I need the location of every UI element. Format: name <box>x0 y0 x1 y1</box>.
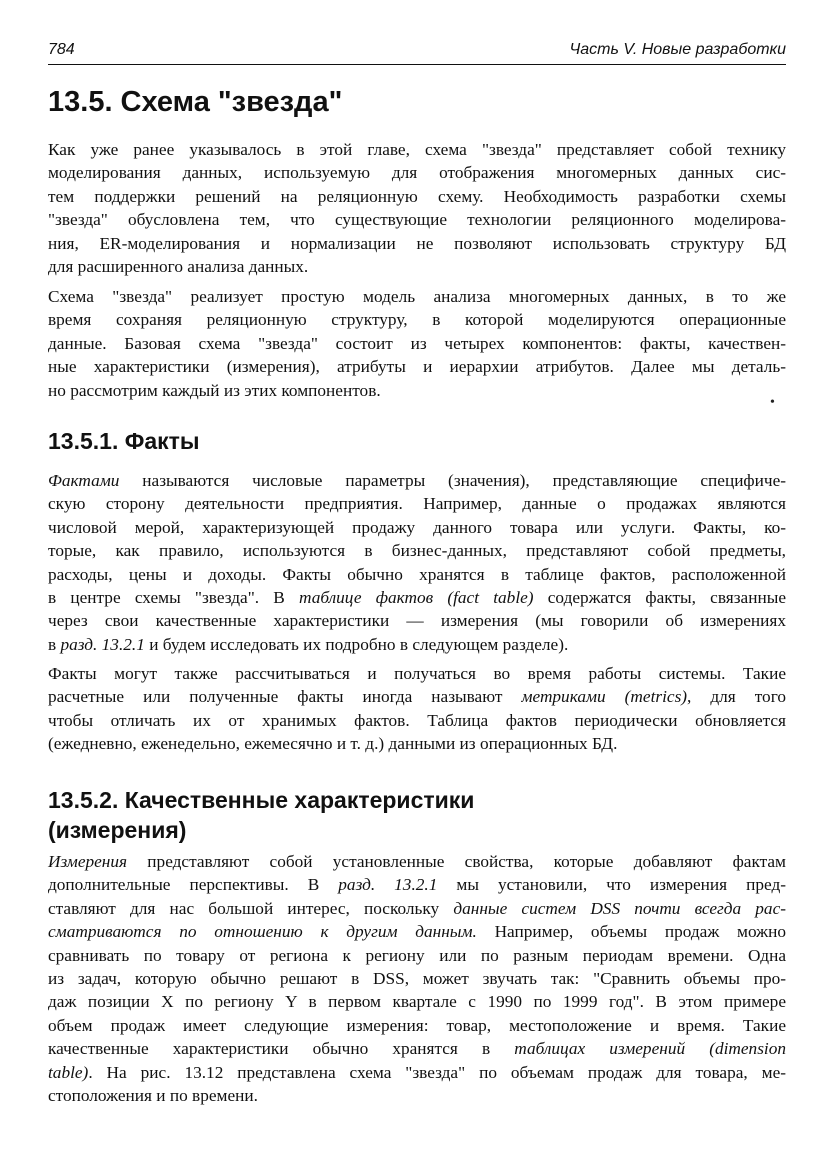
text-line: Факты могут также рассчитываться и получаться во время работы системы. Такие <box>48 664 786 683</box>
text-run: называются числовые параметры (значения), представляющие специфиче- <box>119 471 786 490</box>
text-run: , для того <box>687 687 786 707</box>
intro-paragraph-1 <box>48 138 786 278</box>
text-run: качественные характеристики обычно хранятся в <box>48 1039 515 1059</box>
text-line: тем поддержки решений на реляционную схему. Необходимость разработки схемы <box>48 186 786 206</box>
text-line: расходы, цены и доходы. Факты обычно хранятся в таблице фактов, расположенной <box>48 564 786 584</box>
reference-emphasis: разд. 13.2.1 <box>60 634 145 654</box>
text-line: моделирования данных, используемую для отображения многомерных данных сис- <box>48 163 786 183</box>
text-line: ния, ER-моделирования и нормализации не позволяют использовать структуру БД <box>48 233 786 253</box>
text-line <box>48 920 786 943</box>
text-line: торые, как правило, используются в бизнес-данных, представляют собой предметы, <box>48 541 786 561</box>
term-emphasis: метриками (metrics) <box>521 687 688 707</box>
text-run: ставляют для нас большой интерес, поскольку <box>48 898 454 918</box>
reference-emphasis: разд. 13.2.1 <box>338 875 438 895</box>
section-title: 13.5. Схема "звезда" <box>48 86 343 118</box>
text-line <box>48 1061 786 1084</box>
text-line: время сохраняя реляционную структуру, в которой моделируются операционные <box>48 310 786 330</box>
text-run: мы установили, что измерения пред- <box>437 875 786 895</box>
text-line: стоположения и по времени. <box>48 1086 258 1106</box>
term-emphasis: Измерения <box>48 852 128 871</box>
text-line: ные характеристики (измерения), атрибуты и иерархии атрибутов. Далее мы деталь- <box>48 357 786 377</box>
text-line <box>48 850 786 873</box>
term-emphasis: Фактами <box>48 471 120 490</box>
stray-mark: • <box>770 395 775 410</box>
intro-paragraph-2 <box>48 285 786 402</box>
text-run: дополнительные перспективы. В <box>48 875 339 895</box>
text-line: сравнивать по товару от региона к региону или по разным периодам времени. Одна <box>48 945 786 965</box>
text-run: представляют собой установленные свойства, которые добавляют фактам <box>127 852 786 871</box>
text-line <box>48 469 786 492</box>
text-line <box>48 586 786 609</box>
text-line: скую сторону деятельности предприятия. Например, данные о продажах являются <box>48 494 786 514</box>
text-line: но рассмотрим каждый из этих компонентов. <box>48 380 381 400</box>
text-line: (ежедневно, еженедельно, ежемесячно и т. д.) данными из операционных БД. <box>48 734 618 754</box>
dimensions-paragraph-1 <box>48 850 786 1107</box>
term-emphasis: таблице фактов (fact table) <box>299 588 534 608</box>
subsection-title-dimensions: 13.5.2. Качественные характеристики (измерения) <box>48 787 475 843</box>
term-emphasis: table) <box>48 1062 89 1082</box>
text-run: . На рис. 13.12 представлена схема "звезда" по объемам продаж для товара, ме- <box>88 1062 786 1082</box>
text-line <box>48 897 786 920</box>
text-line <box>48 685 786 708</box>
emphasis: сматриваются по отношению к другим данным. <box>48 922 477 942</box>
text-run: Например, объемы продаж можно <box>476 922 786 942</box>
part-title: Часть V. Новые разработки <box>569 41 786 58</box>
text-run: и будем исследовать их подробно в следующем разделе). <box>144 634 569 654</box>
text-run: в <box>48 634 61 654</box>
text-run: в центре схемы "звезда". В <box>48 588 300 608</box>
text-line: через свои качественные характеристики — измерения (мы говорили об измерениях <box>48 611 786 631</box>
facts-paragraph-1 <box>48 469 786 656</box>
facts-paragraph-2 <box>48 662 786 756</box>
text-line: числовой мерой, характеризующей продажу данного товара или услуги. Факты, ко- <box>48 517 786 537</box>
subsection-title-facts: 13.5.1. Факты <box>48 428 200 454</box>
text-line: объем продаж имеет следующие измерения: товар, местоположение и время. Такие <box>48 1015 786 1035</box>
text-line: для расширенного анализа данных. <box>48 257 309 277</box>
text-run: расчетные или полученные факты иногда называют <box>48 687 522 707</box>
text-run: содержатся факты, связанные <box>533 588 786 608</box>
text-line: Схема "звезда" реализует простую модель анализа многомерных данных, в то же <box>48 287 786 306</box>
running-head <box>48 40 786 65</box>
text-line: Как уже ранее указывалось в этой главе, схема "звезда" представляет собой технику <box>48 140 786 159</box>
page-number: 784 <box>48 41 75 58</box>
text-line: даж позиции X по региону Y в первом квартале с 1990 по 1999 год". В этом примере <box>48 992 786 1012</box>
text-line: "звезда" обусловлена тем, что существующие технологии реляционного моделирова- <box>48 210 786 230</box>
emphasis: данные систем DSS почти всегда рас- <box>453 898 786 918</box>
text-line: чтобы отличать их от хранимых фактов. Таблица фактов периодически обновляется <box>48 710 786 730</box>
text-line <box>48 1037 786 1060</box>
term-emphasis: таблицах измерений (dimension <box>514 1039 786 1059</box>
text-line <box>48 873 786 896</box>
text-line: данные. Базовая схема "звезда" состоит из четырех компонентов: факты, качествен- <box>48 333 786 353</box>
text-line: из задач, которую обычно решают в DSS, может звучать так: "Сравнить объемы про- <box>48 969 786 989</box>
text-line <box>48 633 786 656</box>
